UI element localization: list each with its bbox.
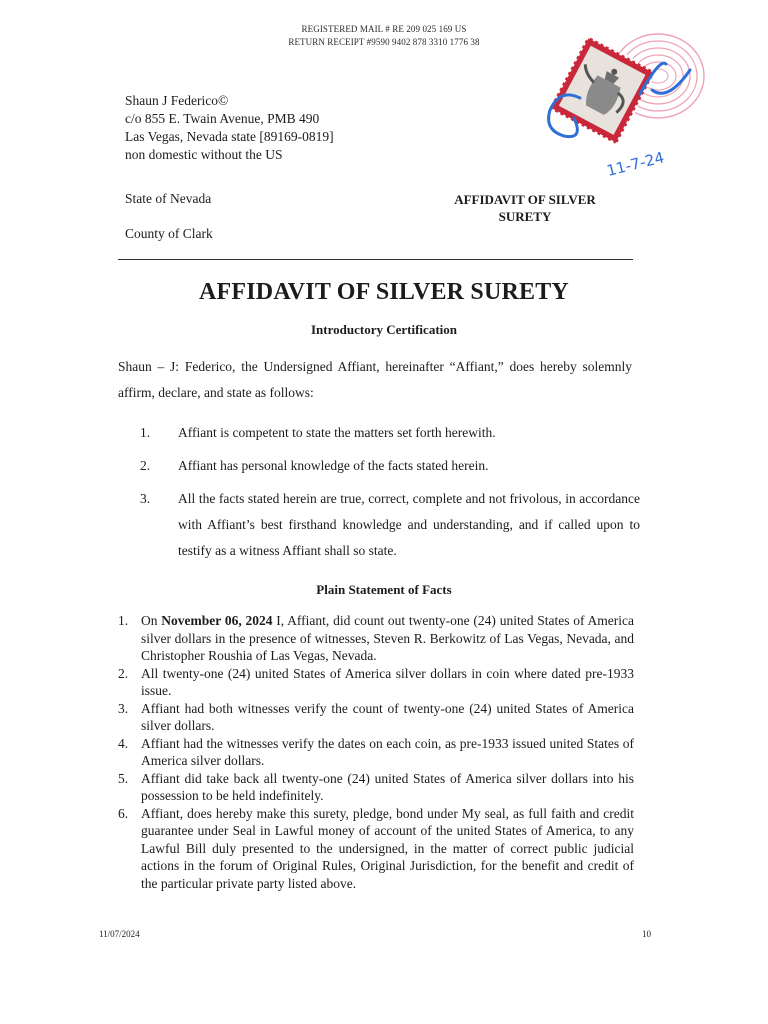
fact-number: 2. [118,665,129,681]
postage-stamp-icon [549,36,655,144]
fact-number: 3. [118,700,129,716]
sender-address [125,92,334,164]
venue-county: County of Clark [125,226,213,241]
registered-mail-number: REGISTERED MAIL # RE 209 025 169 US [301,24,467,34]
fact-item [112,770,634,805]
fact-text: Affiant had both witnesses verify the count of twenty-one (24) united States of America silver dollars. [141,700,634,733]
fact-number: 6. [118,805,129,821]
certification-text: Affiant has personal knowledge of the facts stated herein. [178,458,489,473]
caption-title [430,191,620,225]
fact-date: November 06, 2024 [161,613,273,628]
fact-item [112,700,634,735]
facts-list [112,612,634,892]
horizontal-divider [118,259,633,260]
address-line-1: c/o 855 E. Twain Avenue, PMB 490 [125,111,320,126]
page-number: 10 [642,929,651,939]
fact-text: Affiant, does hereby make this surety, pledge, bond under My seal, as full faith and credit guarantee under Seal in Lawful money of account of the united States of America, to any Lawful Bill duly presented to the undersigned, in the matter of correct public judicial actions in the forum of Original Rules, Original Jurisdiction, for the benefit and credit of the particular private party listed above. [141,805,634,891]
fact-text: All twenty-one (24) united States of America silver dollars in coin where dated pre-1933 issue. [141,665,634,698]
certification-item [140,420,640,446]
fact-number: 1. [118,613,129,628]
fact-number: 5. [118,770,129,786]
caption-line-2: SURETY [498,209,552,224]
fact-text: Affiant did take back all twenty-one (24) united States of America silver dollars into his possession to be held indefinitely. [141,770,634,803]
certification-text: All the facts stated herein are true, correct, complete and not frivolous, in accordance with Affiant’s best firsthand knowledge and understanding, and if called upon to testify as a witness Affiant shall so state. [178,491,640,558]
certification-item [140,486,640,564]
postage-stamp-seal [540,18,720,178]
certification-item [140,453,640,479]
return-receipt-number: RETURN RECEIPT #9590 9402 878 3310 1776 38 [288,37,480,47]
address-line-2: Las Vegas, Nevada state [89169-0819] [125,129,334,144]
facts-heading: Plain Statement of Facts [316,582,452,597]
footer-date: 11/07/2024 [99,929,140,939]
caption-line-1: AFFIDAVIT OF SILVER [454,192,596,207]
certification-number: 2. [140,458,151,473]
intro-paragraph: Shaun – J: Federico, the Undersigned Affiant, hereinafter “Affiant,” does hereby solemnly affirm, declare, and state as follows: [118,359,632,400]
fact-item [112,612,634,665]
address-line-3: non domestic without the US [125,147,283,162]
fact-number: 4. [118,735,129,751]
fact-item [112,735,634,770]
certification-number: 1. [140,425,151,440]
certification-text: Affiant is competent to state the matters set forth herewith. [178,425,496,440]
intro-heading: Introductory Certification [311,322,457,337]
venue-state: State of Nevada [125,191,212,206]
fact-item [112,665,634,700]
fact-prefix: On [141,613,162,628]
document-title: AFFIDAVIT OF SILVER SURETY [199,279,569,305]
sender-name: Shaun J Federico© [125,93,229,108]
certification-number: 3. [140,491,151,506]
fact-text: Affiant had the witnesses verify the dates on each coin, as pre-1933 issued united States of America silver dollars. [141,735,634,768]
handwritten-date: 11-7-24 [604,148,666,178]
fact-text: I, Affiant, did count out twenty-one (24) united States of America silver dollars in the presence of witnesses, Steven R. Berkowitz of Las Vegas, Nevada, and Christopher Roushia of Las Vegas, Nevada. [141,613,635,663]
fact-item [112,805,634,893]
